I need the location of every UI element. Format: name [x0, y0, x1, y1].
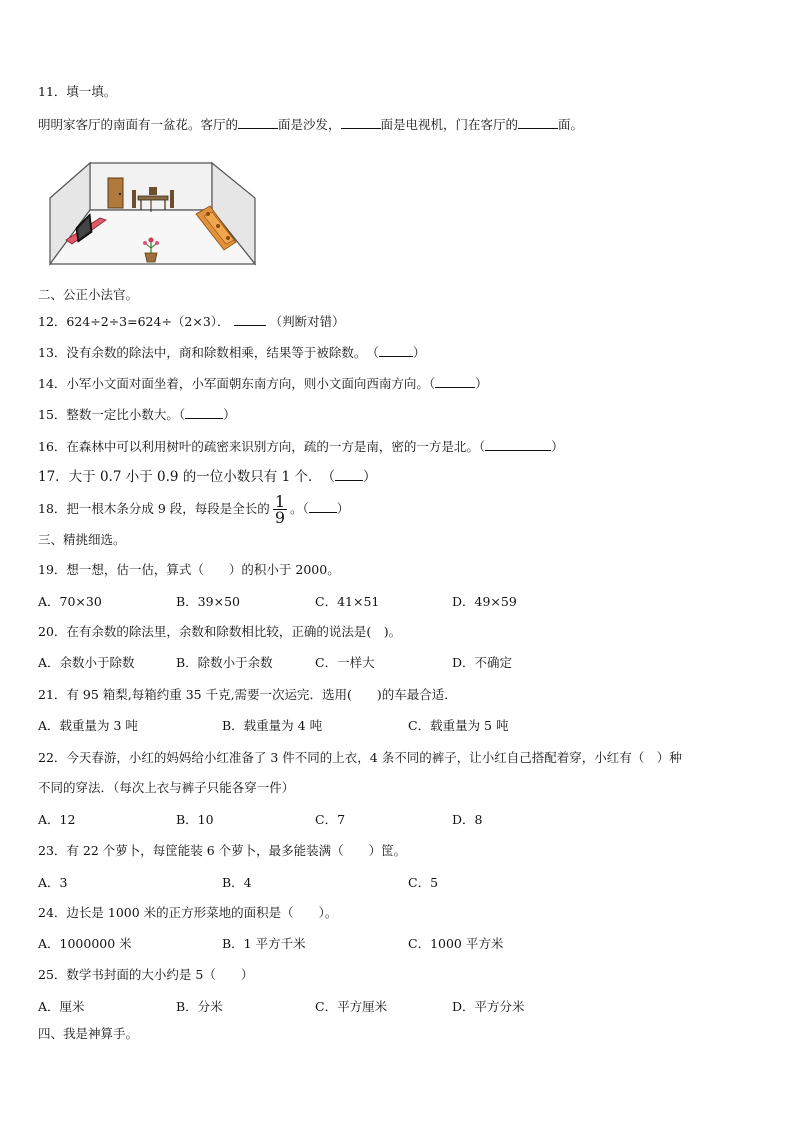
- q12: 12．624÷2÷3=624÷（2×3）． （判断对错）: [38, 314, 345, 329]
- q20-stem: 20．在有余数的除法里，余数和除数相比较，正确的说法是( )。: [38, 624, 402, 639]
- q19-option-d[interactable]: D．49×59: [452, 594, 517, 609]
- section-2-heading: 二、公正小法官。: [38, 287, 139, 302]
- q11-blank-3[interactable]: [518, 116, 558, 129]
- q25-stem: 25．数学书封面的大小约是 5（ ）: [38, 967, 254, 982]
- q11-blank-1[interactable]: [238, 116, 278, 129]
- q22-option-a[interactable]: A．12: [38, 812, 76, 827]
- q25-option-a[interactable]: A．厘米: [38, 999, 85, 1014]
- q23-stem: 23．有 22 个萝卜，每筐能装 6 个萝卜，最多能装满（ ）筐。: [38, 843, 407, 858]
- q23-option-b[interactable]: B．4: [222, 875, 252, 890]
- q13-answer-blank[interactable]: [379, 344, 413, 357]
- q25-option-b[interactable]: B．分米: [176, 999, 223, 1014]
- q11-text: 明明家客厅的南面有一盆花。客厅的 面是沙发， 面是电视机，门在客厅的 面。: [38, 117, 584, 132]
- q16-answer-blank[interactable]: [485, 438, 551, 451]
- q21-option-b[interactable]: B．载重量为 4 吨: [222, 718, 323, 733]
- q22-option-c[interactable]: C．7: [315, 812, 346, 827]
- q21-option-a[interactable]: A．载重量为 3 吨: [38, 718, 138, 733]
- q14-answer-blank[interactable]: [435, 375, 475, 388]
- q22-stem-line-1: 22．今天春游，小红的妈妈给小红准备了 3 件不同的上衣，4 条不同的裤子，让小红自己搭配着穿，小红有（ ）种: [38, 750, 682, 765]
- q15: 15．整数一定比小数大。（ ）: [38, 407, 236, 422]
- q25-option-c[interactable]: C．平方厘米: [315, 999, 388, 1014]
- q24-option-c[interactable]: C．1000 平方米: [408, 936, 504, 951]
- q23-option-a[interactable]: A．3: [38, 875, 68, 890]
- q17: 17．大于 0.7 小于 0.9 的一位小数只有 1 个． （ ）: [38, 469, 377, 485]
- q13: 13．没有余数的除法中，商和除数相乘，结果等于被除数。 （ ）: [38, 345, 426, 360]
- q20-option-b[interactable]: B．除数小于余数: [176, 655, 273, 670]
- q18: 18．把一根木条分成 9 段，每段是全长的 $\frac{1}{9}$ 。（ ）: [38, 492, 350, 527]
- q22-option-d[interactable]: D．8: [452, 812, 483, 827]
- q25-option-d[interactable]: D．平方分米: [452, 999, 525, 1014]
- q24-option-a[interactable]: A．1000000 米: [38, 936, 132, 951]
- q19-option-c[interactable]: C．41×51: [315, 594, 380, 609]
- q19-option-a[interactable]: A．70×30: [38, 594, 102, 609]
- q16: 16．在森林中可以利用树叶的疏密来识别方向，疏的一方是南，密的一方是北。（ ）: [38, 439, 564, 454]
- q21-stem: 21．有 95 箱梨,每箱约重 35 千克,需要一次运完．选用( )的车最合适．: [38, 687, 457, 702]
- q22-option-b[interactable]: B．10: [176, 812, 214, 827]
- q21-option-c[interactable]: C．载重量为 5 吨: [408, 718, 509, 733]
- q20-option-d[interactable]: D．不确定: [452, 655, 513, 670]
- q17-answer-blank[interactable]: [335, 468, 363, 481]
- q24-stem: 24．边长是 1000 米的正方形菜地的面积是（ ）。: [38, 905, 338, 920]
- q11-blank-2[interactable]: [341, 116, 381, 129]
- q15-answer-blank[interactable]: [185, 406, 223, 419]
- q22-stem-line-2: 不同的穿法．（每次上衣与裤子只能各穿一件）: [38, 780, 295, 795]
- q14: 14．小军小文面对面坐着，小军面朝东南方向，则小文面向西南方向。（ ）: [38, 376, 488, 391]
- q23-option-c[interactable]: C．5: [408, 875, 439, 890]
- section-4-heading: 四、我是神算手。: [38, 1026, 139, 1041]
- q18-answer-blank[interactable]: [309, 500, 337, 513]
- q20-option-c[interactable]: C．一样大: [315, 655, 375, 670]
- living-room-illustration: [48, 158, 258, 270]
- q19-stem: 19．想一想，估一估，算式（ ）的积小于 2000。: [38, 562, 340, 577]
- q24-option-b[interactable]: B．1 平方千米: [222, 936, 306, 951]
- section-3-heading: 三、精挑细选。: [38, 532, 126, 547]
- q20-option-a[interactable]: A．余数小于除数: [38, 655, 135, 670]
- q11-title: 11．填一填。: [38, 84, 117, 99]
- q12-answer-blank[interactable]: [234, 313, 266, 326]
- q19-option-b[interactable]: B．39×50: [176, 594, 240, 609]
- fraction-one-ninth: $\frac{1}{9}$: [274, 492, 285, 527]
- door: [108, 178, 123, 208]
